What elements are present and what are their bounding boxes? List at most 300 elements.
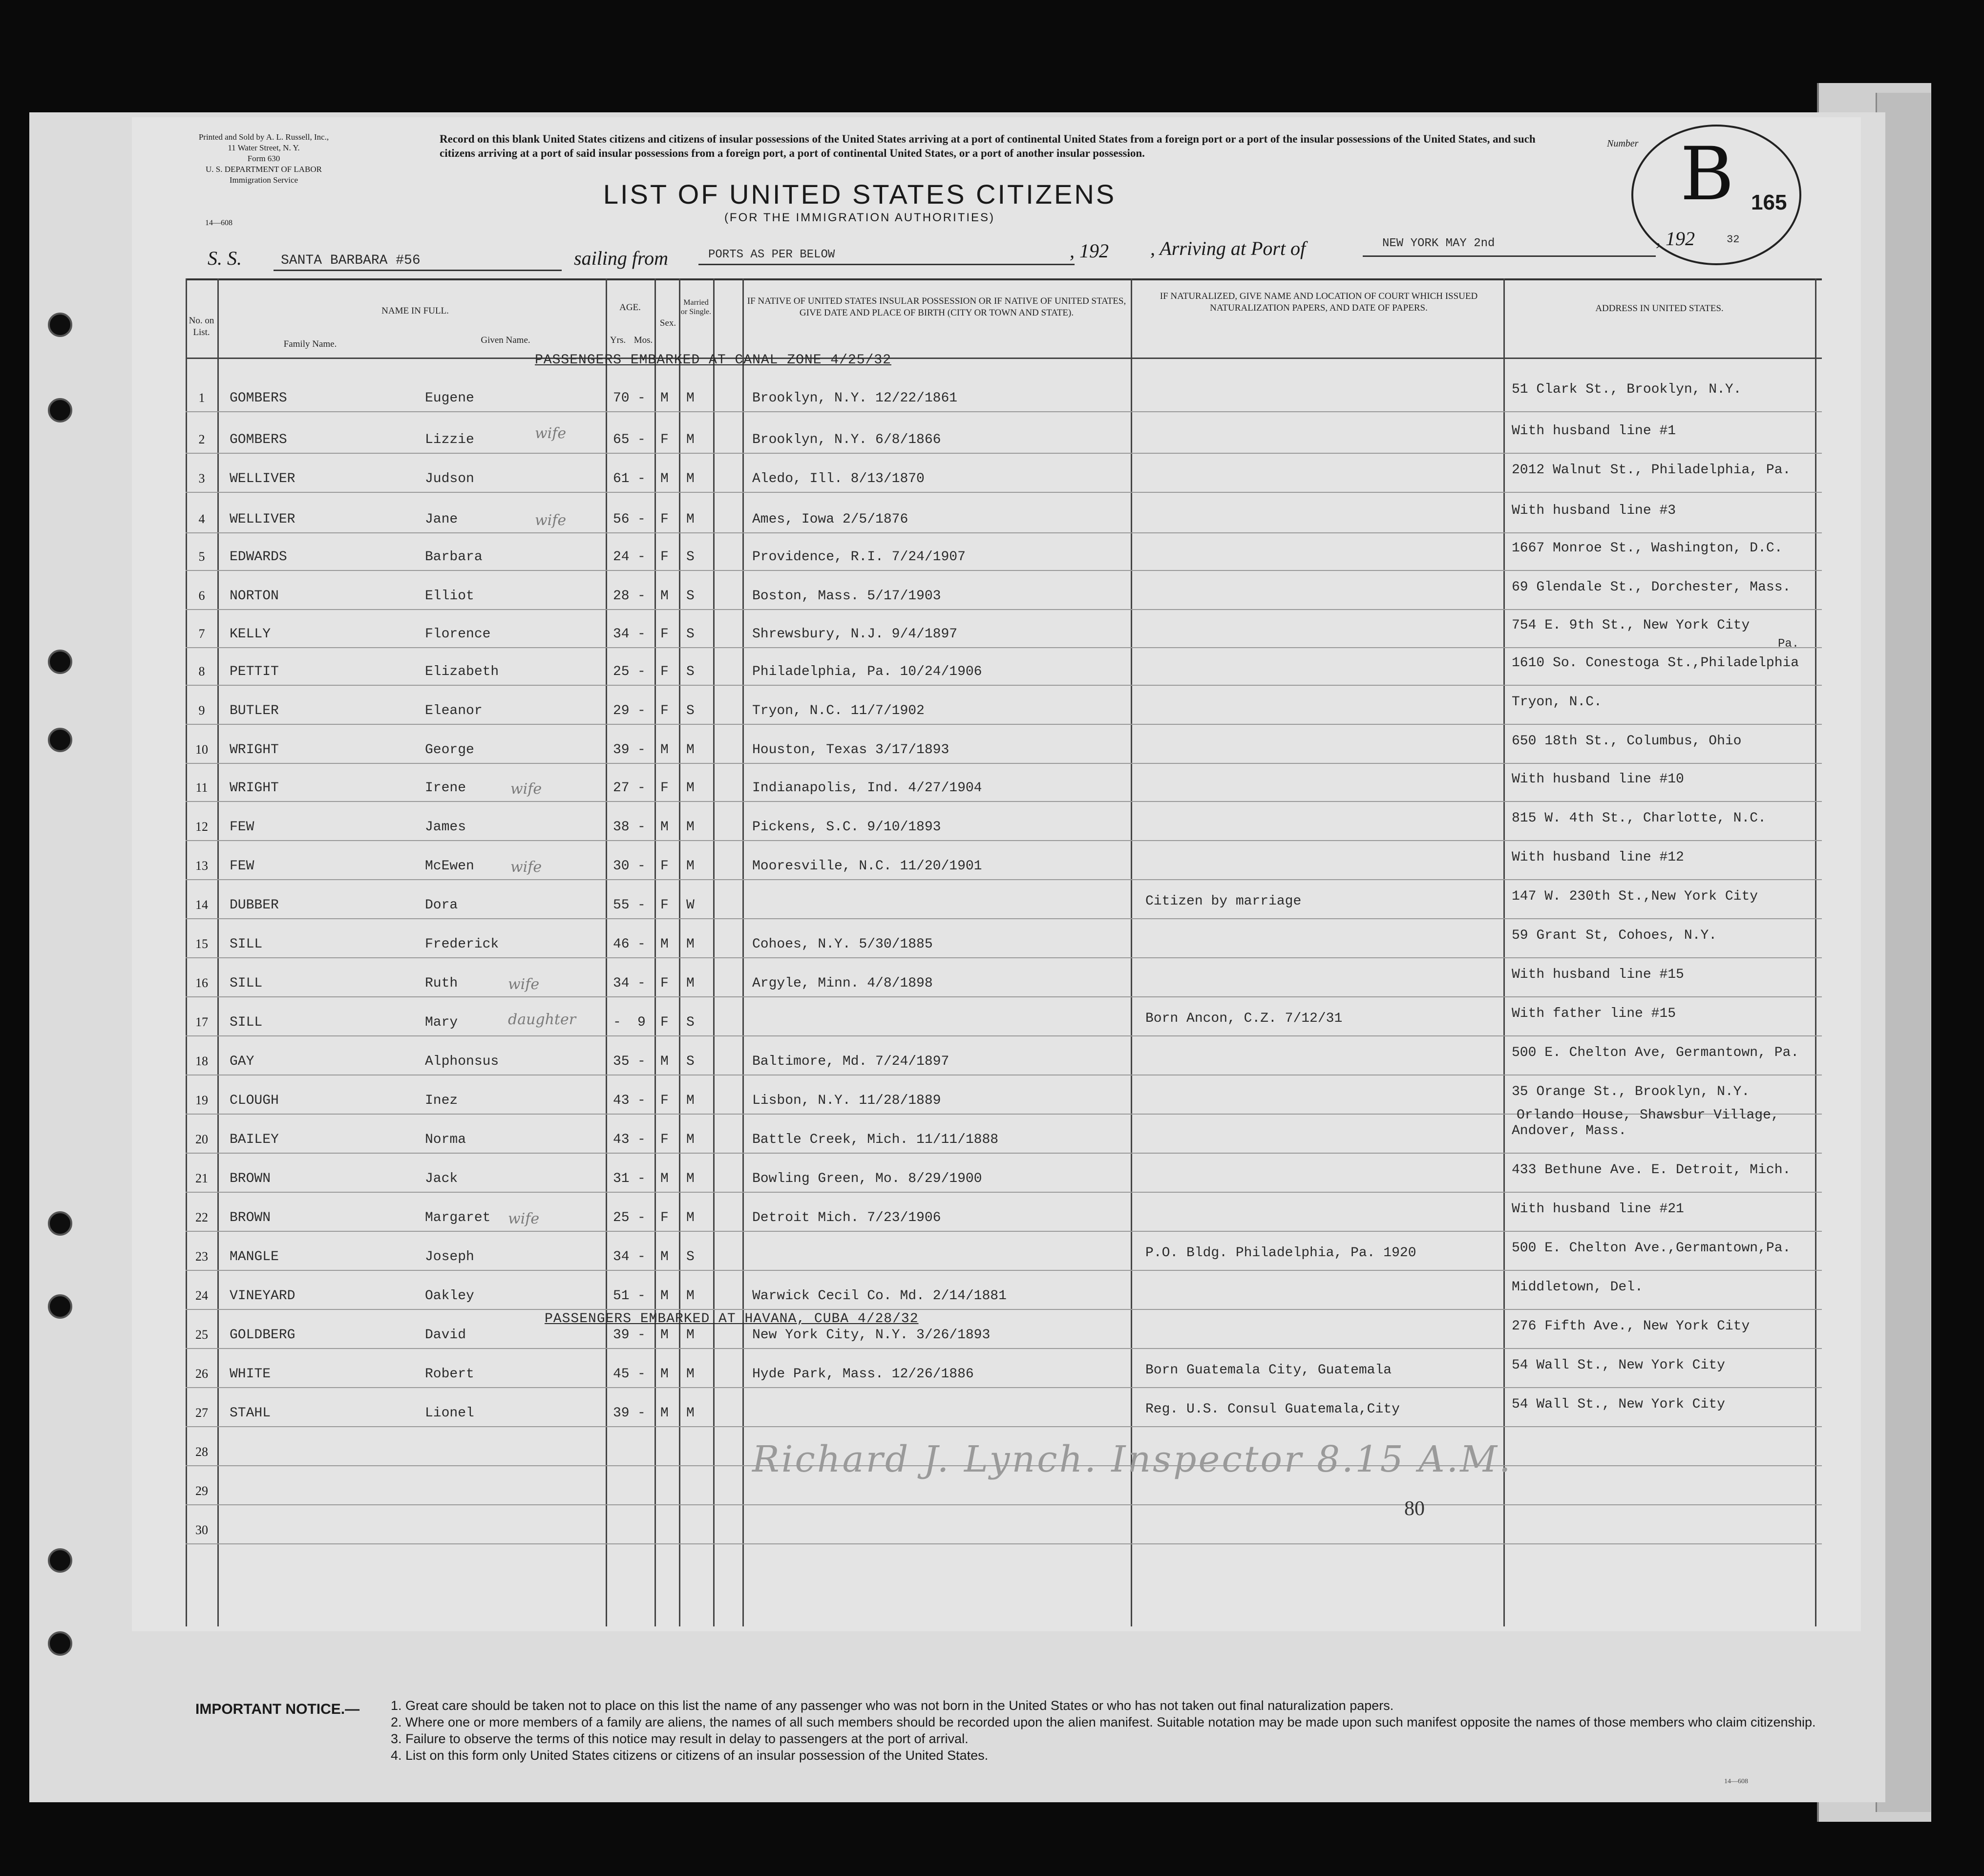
row-number: 27 [195,1406,208,1420]
sex: F [660,432,669,447]
given-name: Lionel [425,1406,474,1421]
address: 433 Bethune Ave. E. Detroit, Mich. [1512,1162,1791,1178]
col-name-header: NAME IN FULL. [381,306,449,316]
family-name: WHITE [230,1367,271,1382]
age-months: - [637,589,646,604]
family-name: WRIGHT [230,780,279,796]
family-name: SILL [230,1015,263,1030]
row-number: 30 [195,1523,208,1537]
row-rule [186,840,1822,841]
address: 2012 Walnut St., Philadelphia, Pa. [1512,463,1791,478]
birthplace: Aledo, Ill. 8/13/1870 [752,471,925,486]
row-rule [186,609,1822,610]
family-name: NORTON [230,589,279,604]
marital-status: M [686,1210,695,1225]
address: 500 E. Chelton Ave.,Germantown,Pa. [1512,1241,1791,1256]
row-rule [186,1387,1822,1388]
sex: F [660,976,669,991]
age-months: - [637,1249,646,1265]
marital-status: M [686,937,695,952]
age-months: - [637,471,646,486]
age-years: 31 [613,1171,630,1186]
family-name: WELLIVER [230,471,295,486]
notice-heading: IMPORTANT NOTICE.— [195,1701,360,1717]
address: 754 E. 9th St., New York City [1512,618,1750,633]
given-name: McEwen [425,859,474,874]
row-rule [186,996,1822,997]
age-months: - [637,1054,646,1069]
given-name: Oakley [425,1288,474,1304]
age-months: - [637,742,646,758]
family-name: GOLDBERG [230,1328,295,1343]
address: Middletown, Del. [1512,1280,1643,1295]
naturalization: Citizen by marriage [1145,894,1302,909]
given-name: Lizzie [425,432,474,447]
age-months: - [637,1093,646,1108]
marital-status: W [686,898,695,913]
age-months: - [637,1328,646,1343]
arriving-port: NEW YORK MAY 2nd [1382,237,1495,250]
number-label: Number [1607,138,1639,149]
column-line [654,278,656,1626]
family-name: BUTLER [230,703,279,718]
sex: M [660,1328,669,1343]
family-name: FEW [230,859,254,874]
row-number: 8 [198,664,205,678]
col-mos-header: Mos. [633,335,653,345]
age-months: - [637,820,646,835]
printer-line-1: Printed and Sold by A. L. Russell, Inc., [198,132,329,142]
row-rule [186,685,1822,686]
col-sex-header: Sex. [659,318,676,328]
row-rule [186,411,1822,412]
age-months: - [637,1171,646,1186]
family-name: CLOUGH [230,1093,279,1108]
col-address-header: ADDRESS IN UNITED STATES. [1595,303,1724,314]
sex: F [660,549,669,565]
given-name: Alphonsus [425,1054,499,1069]
address: With husband line #1 [1512,423,1676,439]
sex: F [660,627,669,642]
sex: M [660,1367,669,1382]
page-subtitle: (FOR THE IMMIGRATION AUTHORITIES) [724,211,995,224]
arriving-label: , Arriving at Port of [1150,237,1306,259]
row-number: 18 [195,1054,208,1068]
marital-status: M [686,1367,695,1382]
family-name: STAHL [230,1406,271,1421]
col-given-header: Given Name. [481,335,530,345]
record-instructions: Record on this blank United States citizens and citizens of insular possessions of the United States arriving at a port of continental United States from a foreign port or a port of the insular possessions of the United States, and such citizens arriving at a port of said insular possessions from a foreign port, a port of continental United States, or a port of another insular possession. [440,133,1536,159]
address-extra-pa: Pa. [1778,637,1799,651]
given-name: George [425,742,474,758]
age-years: 34 [613,976,630,991]
marital-status: M [686,820,695,835]
age-years: 61 [613,471,630,486]
handwritten-relation-mark: daughter [508,1011,576,1028]
column-line [1131,278,1132,1626]
binder-hole [48,1294,72,1319]
binder-hole [48,1631,72,1656]
given-name: Irene [425,780,466,796]
row-rule [186,1192,1822,1193]
row-number: 20 [195,1132,208,1146]
important-notice [195,1697,1832,1764]
address: 1667 Monroe St., Washington, D.C. [1512,541,1783,556]
age-years: 25 [613,664,630,679]
page-number: 165 [1751,190,1787,214]
birthplace: Indianapolis, Ind. 4/27/1904 [752,780,982,796]
row-number: 16 [195,976,208,990]
arriving-underline [1363,255,1656,257]
naturalization: Born Ancon, C.Z. 7/12/31 [1145,1011,1343,1026]
corner-code: 14—608 [1724,1778,1748,1785]
address: 59 Grant St, Cohoes, N.Y. [1512,928,1717,943]
given-name: Dora [425,898,458,913]
arriving-year-suffix: 32 [1727,233,1740,246]
age-years: 30 [613,859,630,874]
address: With husband line #21 [1512,1201,1684,1217]
sex: F [660,512,669,527]
page-title: LIST OF UNITED STATES CITIZENS [603,179,1117,210]
address: 35 Orange St., Brooklyn, N.Y. [1512,1084,1750,1099]
family-name: BROWN [230,1171,271,1186]
address: 650 18th St., Columbus, Ohio [1512,734,1742,749]
arriving-year: , 192 [1656,228,1695,250]
row-number: 10 [195,742,208,757]
binder-hole [48,398,72,422]
row-rule [186,763,1822,764]
age-months: - [637,859,646,874]
form-code: 14—608 [205,219,232,227]
naturalization: Reg. U.S. Consul Guatemala,City [1145,1402,1400,1417]
age-years: 35 [613,1054,630,1069]
birthplace: Argyle, Minn. 4/8/1898 [752,976,933,991]
marital-status: M [686,1288,695,1304]
handwritten-relation-mark: wife [535,512,567,529]
family-name: KELLY [230,627,271,642]
marital-status: M [686,391,695,406]
row-number: 21 [195,1171,208,1185]
col-naturalized-header: IF NATURALIZED, GIVE NAME AND LOCATION OF COURT WHICH ISSUED NATURALIZATION PAPERS, AND DATE OF PAPERS. [1160,291,1478,313]
row-number: 28 [195,1445,208,1459]
family-name: WELLIVER [230,512,295,527]
naturalization: Born Guatemala City, Guatemala [1145,1363,1392,1378]
family-name: GOMBERS [230,391,287,406]
family-name: BAILEY [230,1132,279,1147]
age-years: 34 [613,1249,630,1265]
sex: F [660,1093,669,1108]
marital-status: S [686,664,695,679]
family-name: PETTIT [230,664,279,679]
age-years: 65 [613,432,630,447]
birthplace: Philadelphia, Pa. 10/24/1906 [752,664,982,679]
address: 1610 So. Conestoga St.,Philadelphia [1512,655,1799,671]
handwritten-relation-mark: wife [510,780,542,798]
age-months: - [637,1406,646,1421]
given-name: Judson [425,471,474,486]
binder-hole [48,313,72,337]
address: 54 Wall St., New York City [1512,1358,1725,1373]
row-number: 23 [195,1249,208,1264]
marital-status: M [686,512,695,527]
col-yrs-header: Yrs. [610,335,626,345]
row-rule [186,1231,1822,1232]
address: Tryon, N.C. [1512,695,1602,710]
given-name: Florence [425,627,491,642]
age-months: - [637,937,646,952]
address: With husband line #15 [1512,967,1684,982]
sex: F [660,664,669,679]
address: With husband line #10 [1512,772,1684,787]
age-months: - [637,898,646,913]
col-family-header: Family Name. [283,339,337,349]
row-number: 25 [195,1328,208,1342]
sex: F [660,1210,669,1225]
birthplace: Brooklyn, N.Y. 12/22/1861 [752,391,958,406]
family-name: EDWARDS [230,549,287,565]
age-years: 51 [613,1288,630,1304]
row-rule [186,801,1822,802]
given-name: Margaret [425,1210,491,1225]
row-rule [186,1270,1822,1271]
birthplace: Pickens, S.C. 9/10/1893 [752,820,941,835]
col-no-header: No. on List. [189,316,214,337]
row-rule [186,453,1822,454]
row-rule [186,1504,1822,1505]
row-rule [186,1035,1822,1036]
birthplace: Houston, Texas 3/17/1893 [752,742,950,758]
row-rule [186,492,1822,493]
age-years: 29 [613,703,630,718]
marital-status: M [686,780,695,796]
family-name: WRIGHT [230,742,279,758]
age-months: 9 [637,1015,646,1030]
notice-item: 4. List on this form only United States citizens or citizens of an insular possession of the United States. [391,1748,989,1763]
row-number: 4 [198,512,205,526]
row-number: 6 [198,589,205,603]
address: 147 W. 230th St.,New York City [1512,889,1758,904]
naturalization: P.O. Bldg. Philadelphia, Pa. 1920 [1145,1245,1416,1261]
age-years: 39 [613,742,630,758]
sex: M [660,1406,669,1421]
family-name: VINEYARD [230,1288,295,1304]
row-rule [186,1426,1822,1427]
marital-status: S [686,1054,695,1069]
notice-item: 3. Failure to observe the terms of this notice may result in delay to passengers at the port of arrival. [391,1731,969,1746]
row-number: 7 [198,627,205,641]
given-name: Jane [425,512,458,527]
age-years: 25 [613,1210,630,1225]
age-years: 46 [613,937,630,952]
age-years: 70 [613,391,630,406]
age-months: - [637,512,646,527]
birthplace: Battle Creek, Mich. 11/11/1888 [752,1132,999,1147]
sex: F [660,859,669,874]
birthplace: Ames, Iowa 2/5/1876 [752,512,908,527]
ship-name: SANTA BARBARA #56 [281,253,421,268]
age-months: - [637,1210,646,1225]
family-name: GAY [230,1054,254,1069]
binder-hole [48,650,72,674]
marital-status: S [686,1249,695,1265]
birthplace: Brooklyn, N.Y. 6/8/1866 [752,432,941,447]
address: 500 E. Chelton Ave, Germantown, Pa. [1512,1045,1799,1060]
marital-status: M [686,742,695,758]
age-months: - [637,432,646,447]
age-months: - [637,391,646,406]
given-name: Eugene [425,391,474,406]
given-name: Norma [425,1132,466,1147]
row-number: 29 [195,1484,208,1498]
row-number: 1 [198,391,205,405]
given-name: Eleanor [425,703,483,718]
birthplace: Lisbon, N.Y. 11/28/1889 [752,1093,941,1108]
department: U. S. DEPARTMENT OF LABOR [206,165,322,174]
marital-status: M [686,471,695,486]
family-name: GOMBERS [230,432,287,447]
age-years: 38 [613,820,630,835]
sailing-from: PORTS AS PER BELOW [708,248,835,261]
birthplace: Cohoes, N.Y. 5/30/1885 [752,937,933,952]
row-rule [186,647,1822,648]
address: 276 Fifth Ave., New York City [1512,1319,1750,1334]
age-years: 39 [613,1406,630,1421]
row-number: 26 [195,1367,208,1381]
marital-status: M [686,976,695,991]
sex: M [660,742,669,758]
row-number: 22 [195,1210,208,1224]
printer-info [147,132,381,186]
column-line [679,278,680,1626]
row-number: 5 [198,549,205,564]
marital-status: S [686,627,695,642]
marital-status: S [686,1015,695,1030]
given-name: Elliot [425,589,474,604]
inspector-signature: Richard J. Lynch. Inspector 8.15 A.M. [752,1438,1513,1480]
service: Immigration Service [229,175,298,185]
age-years: 56 [613,512,630,527]
col-age-header: AGE. [619,302,641,313]
row-rule [186,1153,1822,1154]
address: Andover, Mass. [1512,1123,1627,1138]
column-line [713,278,715,1626]
age-years: 55 [613,898,630,913]
handwritten-relation-mark: wife [510,859,542,876]
row-number: 3 [198,471,205,485]
birthplace: Mooresville, N.C. 11/20/1901 [752,859,982,874]
family-name: SILL [230,976,263,991]
sex: M [660,1171,669,1186]
age-years: 34 [613,627,630,642]
age-years: 27 [613,780,630,796]
marital-status: M [686,1171,695,1186]
given-name: Mary [425,1015,458,1030]
address: 51 Clark St., Brooklyn, N.Y. [1512,382,1742,397]
row-number: 2 [198,432,205,446]
birthplace: Hyde Park, Mass. 12/26/1886 [752,1367,974,1382]
row-number: 15 [195,937,208,951]
age-years: - [613,1015,621,1030]
row-number: 24 [195,1288,208,1303]
birthplace: Warwick Cecil Co. Md. 2/14/1881 [752,1288,1007,1304]
row-number: 14 [195,898,208,912]
row-rule [186,957,1822,958]
count-mark: 80 [1404,1497,1425,1520]
sex: F [660,898,669,913]
column-line [1503,278,1505,1626]
marital-status: S [686,589,695,604]
col-birth-header: IF NATIVE OF UNITED STATES INSULAR POSSESSION OR IF NATIVE OF UNITED STATES, GIVE DATE AND PLACE OF BIRTH (CITY OR TOWN AND STATE). [747,296,1126,318]
marital-status: M [686,432,695,447]
age-years: 24 [613,549,630,565]
sex: M [660,1249,669,1265]
age-months: - [637,627,646,642]
given-name: Robert [425,1367,474,1382]
birthplace: Shrewsbury, N.J. 9/4/1897 [752,627,958,642]
family-name: SILL [230,937,263,952]
age-years: 43 [613,1093,630,1108]
row-number: 9 [198,703,205,717]
row-number: 11 [195,780,208,795]
given-name: Jack [425,1171,458,1186]
sex: F [660,1015,669,1030]
row-number: 19 [195,1093,208,1107]
sailing-label: sailing from [574,247,668,269]
age-years: 45 [613,1367,630,1382]
address: With husband line #3 [1512,503,1676,518]
given-name: Joseph [425,1249,474,1265]
marital-status: M [686,859,695,874]
age-months: - [637,703,646,718]
given-name: Frederick [425,937,499,952]
sex: F [660,780,669,796]
age-months: - [637,976,646,991]
birthplace: Bowling Green, Mo. 8/29/1900 [752,1171,982,1186]
sex: M [660,820,669,835]
birthplace: Detroit Mich. 7/23/1906 [752,1210,941,1225]
family-name: FEW [230,820,254,835]
age-years: 43 [613,1132,630,1147]
sex: M [660,471,669,486]
row-rule [186,570,1822,571]
family-name: MANGLE [230,1249,279,1265]
given-name: Ruth [425,976,458,991]
given-name: Barbara [425,549,483,565]
row-rule [186,724,1822,725]
row-rule [186,1309,1822,1310]
printer-line-2: 11 Water Street, N. Y. [228,143,300,152]
sex: M [660,1054,669,1069]
age-months: - [637,1132,646,1147]
marital-status: M [686,1132,695,1147]
age-months: - [637,780,646,796]
row-rule [186,532,1822,533]
address: 69 Glendale St., Dorchester, Mass. [1512,580,1791,595]
number-mark: B [1680,132,1734,217]
row-number: 17 [195,1015,208,1029]
handwritten-relation-mark: wife [508,976,540,993]
row-rule [186,918,1822,919]
ship-underline [274,270,562,271]
address: 54 Wall St., New York City [1512,1397,1725,1412]
sex: F [660,703,669,718]
birthplace: Baltimore, Md. 7/24/1897 [752,1054,950,1069]
handwritten-relation-mark: wife [535,425,567,442]
marital-status: S [686,703,695,718]
given-name: Inez [425,1093,458,1108]
marital-status: S [686,549,695,565]
column-line [742,278,744,1626]
